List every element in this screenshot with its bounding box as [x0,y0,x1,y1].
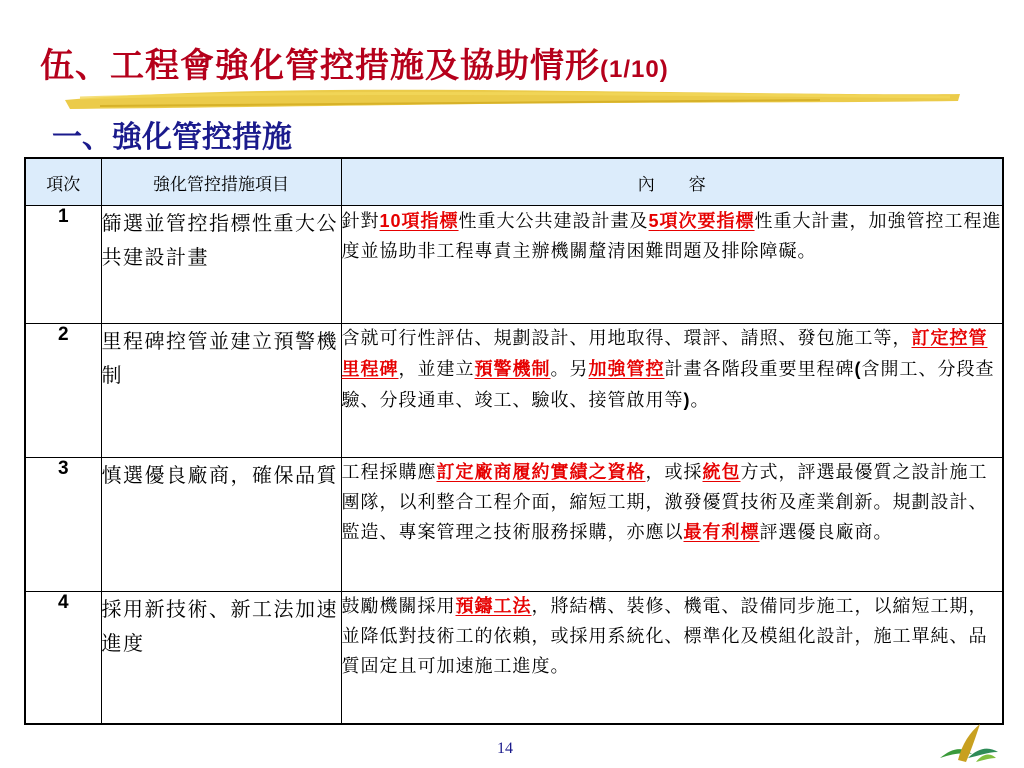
content-text: 計畫各階段重要里程碑 [664,359,855,380]
highlighted-text: 10 [379,211,402,231]
header-item: 強化管控措施項目 [101,158,341,206]
content-text: ( [854,359,862,379]
content-text: ) [683,390,691,410]
highlighted-text: 最有利標 [683,522,760,543]
slide-page-indicator: (1/10) [600,56,669,83]
content-text: 評選優良廠商。 [759,522,893,543]
table-row [25,458,1003,592]
content-text: ，並建立 [398,359,475,380]
row-index: 3 [25,458,101,592]
highlighted-text: 項指標 [401,211,459,232]
row-item: 里程碑控管並建立預警機制 [101,324,341,458]
content-text: 鼓勵機關採用 [341,596,456,617]
highlighted-text: 訂定控管里程碑 [341,328,988,380]
row-item: 採用新技術、新工法加速進度 [101,592,341,724]
highlighted-text: 預鑄工法 [455,596,532,617]
highlighted-text: 項次要指標 [659,211,755,232]
content-text: ，或採 [645,462,703,483]
agency-logo-icon [932,718,1002,764]
content-text: 含開工、分段查驗、分段通車、竣工、驗收、接管啟用等 [341,359,995,411]
row-item: 慎選優良廠商，確保品質 [101,458,341,592]
content-text: 。另 [550,359,589,380]
content-text: ，將結構、裝修、機電、設備同步施工，以縮短工期，並降低對技術工的依賴，或採用系統化、標準化及模組化設計，施工單純、品質固定且可加速施工進度。 [341,596,988,677]
section-heading: 一、強化管控措施 [52,120,292,155]
header-index: 項次 [25,158,101,206]
highlighted-text: 預警機制 [474,359,551,380]
content-text: 含就可行性評估、規劃設計、用地取得、環評、請照、發包施工等， [341,328,912,349]
page-number: 14 [497,740,513,757]
content-text: 方式，評選最優質之設計施工團隊，以利整合工程介面，縮短工期，激發優質技術及產業創新。規劃設計、監造、專案管理之技術服務採購，亦應以 [341,462,988,543]
content-text: 。 [690,390,710,411]
table-header-row [25,158,1003,206]
row-content [341,324,1003,458]
highlighted-text: 訂定廠商履約實績之資格 [436,462,646,483]
header-content: 內 容 [341,158,1003,206]
content-text: 性重大計畫，加強管控工程進度並協助非工程專責主辦機關釐清困難問題及排除障礙。 [341,211,1002,262]
content-text: 工程採購應 [341,462,437,483]
table-row [25,324,1003,458]
table-row [25,206,1003,324]
table-row [25,592,1003,724]
highlighted-text: 5 [648,211,660,231]
highlighted-text: 統包 [702,462,741,483]
row-content [341,206,1003,324]
row-index: 2 [25,324,101,458]
measures-table [24,157,1004,725]
row-content [341,592,1003,724]
row-index: 1 [25,206,101,324]
slide-title-text: 伍、工程會強化管控措施及協助情形 [40,46,600,86]
title-brush-stroke [60,82,965,112]
highlighted-text: 加強管控 [588,359,665,380]
content-text: 針對 [341,211,380,232]
slide-title [40,38,669,87]
row-item: 篩選並管控指標性重大公共建設計畫 [101,206,341,324]
content-text: 性重大公共建設計畫及 [458,211,649,232]
row-content [341,458,1003,592]
row-index: 4 [25,592,101,724]
